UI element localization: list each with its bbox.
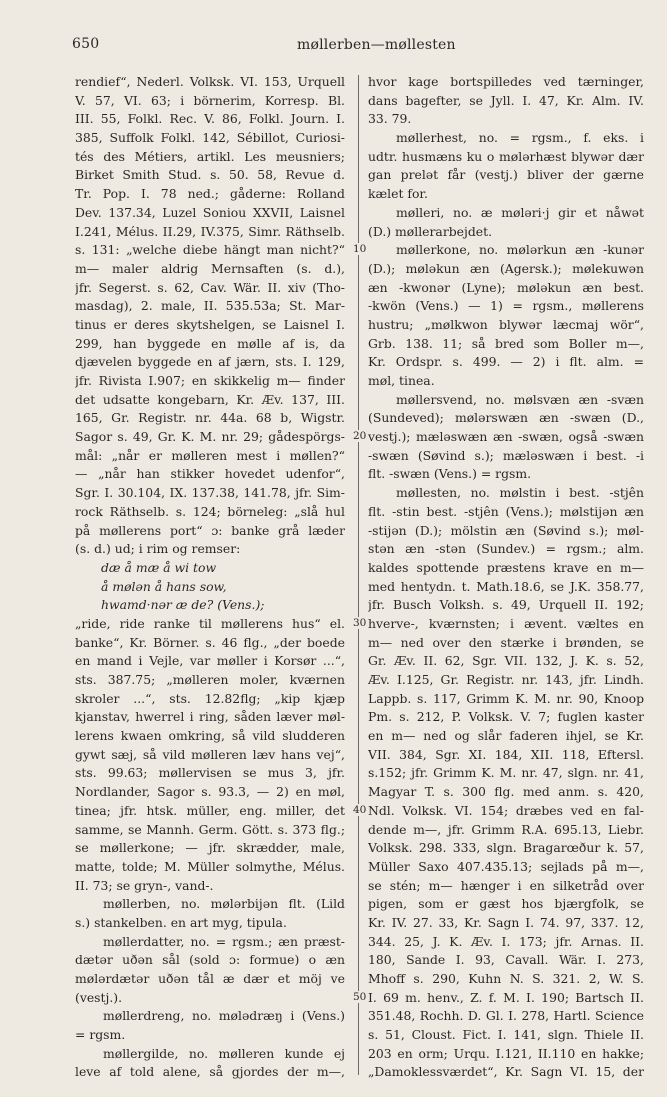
text-line: (vestj.). — [75, 989, 123, 1005]
text-line: gan prelət får (vestj.) bliver der gærne — [368, 167, 644, 183]
text-line: dætər uðən sål (sold ɔ: formue) o æn — [75, 952, 345, 968]
text-line: 165, Gr. Registr. nr. 44a. 68 b, Wigstr. — [75, 410, 345, 426]
text-line: rendief“, Nederl. Volksk. VI. 153, Urquell — [75, 74, 345, 89]
text-line: — „når han stikker hovedet udenfor“, — [75, 466, 345, 482]
text-line: flt. -swæn (Vens.) = rgsm. — [368, 466, 532, 482]
text-line: Gr. Æv. II. 62, Sgr. VII. 132, J. K. s. 52, — [368, 653, 644, 669]
text-line: mål: „når er mølleren mest i møllen?“ — [75, 447, 345, 463]
text-line: dende m—, jfr. Grimm R.A. 695.13, Liebr. — [368, 821, 644, 837]
text-line: djævelen byggede en af jærn, sts. I. 129, — [75, 354, 345, 370]
text-line: VII. 384, Sgr. XI. 184, XII. 118, Eftersl. — [368, 746, 644, 762]
text-line: tinea; jfr. htsk. müller, eng. miller, det — [75, 802, 345, 818]
text-line: med hentydn. t. Math.18.6, se J.K. 358.77, — [368, 578, 644, 594]
text-line: stən æn -stən (Sundev.) = rgsm.; alm. — [368, 541, 644, 557]
text-line: hwamd·nər æ de? (Vens.); — [101, 597, 265, 613]
page-header — [72, 36, 644, 56]
text-line: 299, han byggede en mølle af is, da — [75, 335, 345, 351]
text-line: s. 51, Cloust. Fict. I. 141, slgn. Thiele II. — [368, 1027, 644, 1043]
text-line: Æv. I.125, Gr. Registr. nr. 143, jfr. Lindh. — [368, 672, 644, 687]
text-line: I.241, Mélus. II.29, IV.375, Simr. Räthselb. — [75, 223, 345, 239]
text-line: mølleri, no. æ møləri·j gir et nåwət — [396, 204, 644, 220]
text-line: udtr. husmæns ku o mølərhæst blywər dær — [368, 148, 644, 164]
text-line: 351.48, Rochh. D. Gl. I. 278, Hartl. Science — [368, 1008, 644, 1024]
text-line: m— maler aldrig Mernsaften (s. d.), — [75, 260, 345, 276]
text-line: -stijən (D.); mölstin æn (Søvind s.); møl- — [368, 522, 644, 538]
text-line: møllersvend, no. mølsvæn æn -svæn — [396, 391, 644, 407]
left-column — [75, 73, 345, 1082]
text-line: æn -kwonər (Lyne); møləkun æn best. — [368, 279, 644, 295]
text-line: se møllerkone; — jfr. skrædder, male, — [75, 840, 345, 856]
text-line: rock Räthselb. s. 124; börneleg: „slå hul — [75, 503, 345, 519]
text-line: møl, tinea. — [368, 373, 435, 388]
text-line: pigen, som er gæst hos bjærgfolk, se — [368, 896, 644, 912]
text-line: møllerdreng, no. mølədræŋ i (Vens.) — [103, 1008, 345, 1024]
text-line: mølərdætər uðən tål æ dær et möj ve — [75, 971, 345, 986]
text-line: tinus er deres skytshelgen, se Laisnel I. — [75, 316, 345, 332]
text-line: møllesten, no. mølstin i best. -stjên — [396, 485, 644, 501]
text-line: Mhoff s. 290, Kuhn N. S. 321. 2, W. S. — [368, 971, 644, 986]
text-line: møllerdatter, no. = rgsm.; æn præst- — [103, 933, 345, 949]
text-line: (Sundeved); mølərswæn æn -swæn (D., — [368, 410, 644, 426]
text-line: lerens kwaen omkring, så vild sludderen — [75, 728, 345, 744]
text-line: jfr. Segerst. s. 62, Cav. Wär. II. xiv (Tho- — [75, 279, 345, 295]
text-line: kælet for. — [368, 186, 428, 202]
text-line: s.) stankelben. en art myg, tipula. — [75, 914, 287, 930]
text-line: 385, Suffolk Folkl. 142, Sébillot, Curiosi- — [75, 130, 345, 146]
text-line: kaldes spottende præstens krave en m— — [368, 559, 644, 575]
line-number: 30 — [353, 617, 367, 629]
text-line: flt. -stin best. -stjên (Vens.); mølstijən æn — [368, 503, 644, 519]
text-line: „Damoklessværdet“, Kr. Sagn VI. 15, der — [368, 1064, 644, 1080]
text-line: s. 131: „welche diebe hängt man nicht?“ — [75, 242, 345, 258]
text-line: se stén; m— hænger i en silketråd over — [368, 877, 644, 893]
text-line: hvor kage bortspilledes ved tærninger, — [368, 74, 644, 89]
text-line: samme, se Mannh. Germ. Gött. s. 373 flg.; — [75, 821, 345, 837]
text-line: 33. 79. — [368, 111, 412, 127]
text-line: Nordlander, Sagor s. 93.3, — 2) en møl, — [75, 784, 345, 800]
text-line: sts. 99.63; møllervisen se mus 3, jfr. — [75, 765, 345, 781]
text-line: Dev. 137.34, Luzel Soniou XXVII, Laisnel — [75, 204, 345, 220]
text-line: Grb. 138. 11; så bred som Boller m—, — [368, 335, 644, 351]
text-line: det udsatte kongebarn, Kr. Æv. 137, III. — [75, 391, 345, 407]
text-line: s.152; jfr. Grimm K. M. nr. 47, slgn. nr. 41, — [368, 765, 644, 781]
text-line: masdag), 2. male, II. 535.53a; St. Mar- — [75, 298, 345, 314]
text-line: Tr. Pop. I. 78 ned.; gåderne: Rolland — [75, 186, 345, 202]
text-line: Kr. Ordspr. s. 499. — 2) i flt. alm. = — [368, 354, 644, 370]
right-column — [368, 73, 644, 1082]
text-line: (s. d.) ud; i rim og remser: — [75, 541, 241, 557]
text-line: dans bagefter, se Jyll. I. 47, Kr. Alm. IV. — [368, 92, 644, 108]
text-line: -kwön (Vens.) — 1) = rgsm., møllerens — [368, 298, 644, 314]
text-line: „ride, ride ranke til møllerens hus“ el. — [75, 615, 345, 631]
line-number: 10 — [353, 243, 367, 255]
text-line: vestj.); mæləswæn æn -swæn, også -swæn — [368, 429, 644, 445]
text-line: jfr. Rivista I.907; en skikkelig m— finder — [75, 373, 345, 388]
line-number: 50 — [353, 991, 367, 1003]
text-line: møllergilde, no. mølleren kunde ej — [103, 1045, 345, 1061]
text-line: (D.) møllerarbejdet. — [368, 223, 493, 239]
text-line: 180, Sande I. 93, Cavall. Wär. I. 273, — [368, 952, 644, 968]
text-line: = rgsm. — [75, 1027, 126, 1043]
text-line: møllerkone, no. mølərkun æn -kunər — [396, 242, 644, 258]
text-line: sts. 387.75; „mølleren moler, kværnen — [75, 672, 345, 687]
column-divider — [358, 75, 359, 1075]
text-line: en mand i Vejle, var møller i Korsør ...“, — [75, 653, 345, 669]
text-line: Kr. IV. 27. 33, Kr. Sagn I. 74. 97, 337. 12, — [368, 914, 644, 930]
text-line: 203 en orm; Urqu. I.121, II.110 en hakke; — [368, 1045, 644, 1061]
text-line: på møllerens port“ ɔ: banke grå læder — [75, 522, 345, 538]
text-line: Müller Saxo 407.435.13; sejlads på m—, — [368, 858, 644, 874]
text-line: kjanstav, hwerrel i ring, såden læver møl- — [75, 709, 345, 725]
text-line: Pm. s. 212, P. Volksk. V. 7; fuglen kaster — [368, 709, 644, 725]
text-line: tés des Métiers, artikl. Les meusniers; — [75, 148, 345, 164]
text-line: Sgr. I. 30.104, IX. 137.38, 141.78, jfr. Sim- — [75, 485, 345, 501]
text-line: II. 73; se gryn-, vand-. — [75, 877, 214, 893]
text-line: Lappb. s. 117, Grimm K. M. nr. 90, Knoop — [368, 690, 644, 706]
text-line: en m— ned og slår faderen ihjel, se Kr. — [368, 728, 644, 744]
text-line: skroler ...“, sts. 12.82flg; „kip kjæp — [75, 690, 345, 706]
text-line: Volksk. 298. 333, slgn. Bragarœður k. 57, — [368, 840, 644, 856]
text-line: I. 69 m. henv., Z. f. M. I. 190; Bartsch II. — [368, 989, 644, 1005]
running-title: møllerben—møllesten — [297, 37, 456, 53]
text-line: Sagor s. 49, Gr. K. M. nr. 29; gådespörgs- — [75, 429, 345, 445]
text-line: V. 57, VI. 63; i börnerim, Korresp. Bl. — [75, 92, 345, 108]
text-line: Birket Smith Stud. s. 50. 58, Revue d. — [75, 167, 345, 183]
text-line: 344. 25, J. K. Æv. I. 173; jfr. Arnas. II. — [368, 933, 644, 949]
text-line: dæ å mæ å wi tow — [101, 559, 217, 575]
line-number: 40 — [353, 804, 367, 816]
text-line: m— ned over den stærke i brønden, se — [368, 634, 644, 650]
text-line: III. 55, Folkl. Rec. V. 86, Folkl. Journ. I. — [75, 111, 345, 127]
text-line: matte, tolde; M. Müller solmythe, Mélus. — [75, 858, 345, 874]
text-line: å mølən å hans sow, — [101, 578, 227, 594]
text-line: banke“, Kr. Börner. s. 46 flg., „der boede — [75, 634, 345, 650]
text-line: hustru; „mølkwon blywər læcmaj wör“, — [368, 316, 644, 332]
text-line: jfr. Busch Volksh. s. 49, Urquell II. 192; — [368, 597, 644, 613]
page-number: 650 — [72, 36, 100, 52]
text-line: hverve-, kværnsten; i ævent. væltes en — [368, 615, 644, 631]
text-line: møllerben, no. mølərbijən flt. (Lild — [103, 896, 345, 912]
text-line: møllerhest, no. = rgsm., f. eks. i — [396, 130, 644, 146]
text-line: (D.); møləkun æn (Agersk.); mølekuwən — [368, 260, 644, 276]
text-line: -swæn (Søvind s.); mæləswæn i best. -i — [368, 447, 644, 463]
line-number: 20 — [353, 430, 367, 442]
text-line: Ndl. Volksk. VI. 154; dræbes ved en fal- — [368, 802, 644, 818]
text-line: Magyar T. s. 300 flg. med anm. s. 420, — [368, 784, 644, 800]
text-line: gywt sæj, så vild mølleren læv hans vej“, — [75, 746, 345, 762]
text-line: leve af told alene, så gjordes der m—, — [75, 1064, 345, 1080]
